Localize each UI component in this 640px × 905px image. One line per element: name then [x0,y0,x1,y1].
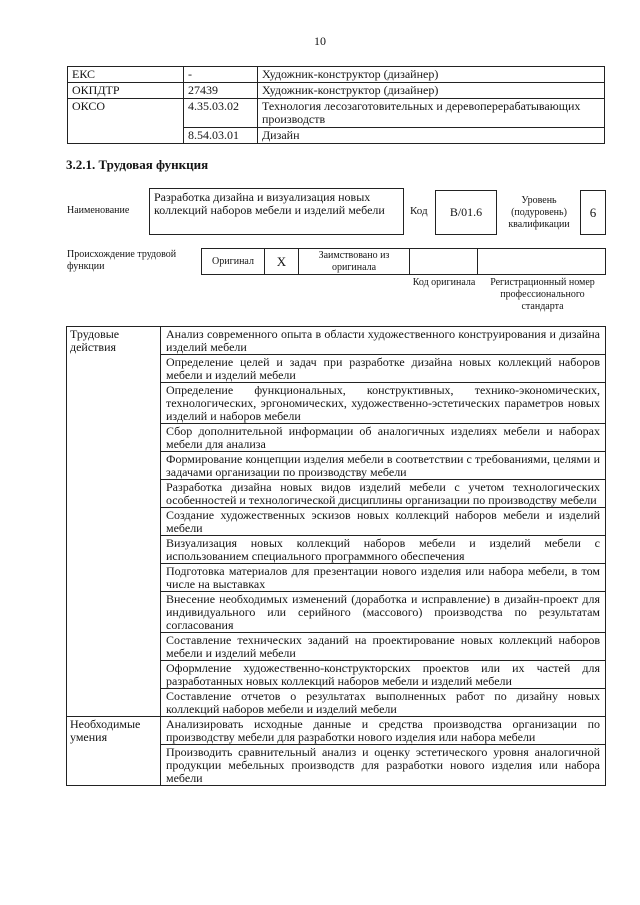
borrowed-label: Заимствовано из оригинала [318,249,390,273]
original-label-cell [202,249,265,274]
actions-category-cell: Трудовые действия [67,327,161,717]
level-box [580,190,606,235]
actions-item: Составление технических заданий на проектирование новых коллекций наборов мебели и изделий мебели [161,633,606,661]
actions-item: Анализ современного опыта в области художественного конструирования и дизайна изделий мебели [161,327,606,355]
origin-code-cell [410,249,478,274]
function-name-value: Разработка дизайна и визуализация новых коллекций наборов мебели и изделий мебели [154,190,385,217]
original-label: Оригинал [212,256,254,267]
codes-classifier-cell: ОКПДТР [68,83,184,99]
codes-row [68,83,605,99]
actions-item: Формирование концепции изделия мебели в соответствии с требованиями, целями и задачами организации по производству мебели [161,452,606,480]
codes-name-cell: Дизайн [258,128,605,144]
code-caption: Код оригинала [412,277,476,288]
actions-item: Создание художественных эскизов новых коллекций наборов мебели и изделий мебели [161,508,606,536]
skills-item: Анализировать исходные данные и средства производства организации по производству мебели для разработки нового изделия или набора мебели [161,717,606,745]
origin-reg-cell [478,249,605,274]
name-label: Наименование [67,205,130,216]
actions-item: Сбор дополнительной информации об аналогичных изделиях мебели и наборах мебели для анализа [161,424,606,452]
original-mark-cell [265,249,299,274]
codes-name-cell: Художник-конструктор (дизайнер) [258,67,605,83]
function-name-box [149,188,404,235]
codes-name-cell: Технология лесозаготовительных и деревоперерабатывающих производств [258,99,605,128]
function-code-value: В/01.6 [449,205,483,219]
actions-item: Разработка дизайна новых видов изделий мебели с учетом технологических особенностей и технологической дисциплины организации по производству мебели [161,480,606,508]
codes-classifier-cell: ОКСО [68,99,184,144]
actions-item: Определение целей и задач при разработке дизайна новых коллекций наборов мебели и изделий мебели [161,355,606,383]
level-value: 6 [589,204,597,220]
codes-code-cell: 4.35.03.02 [184,99,258,128]
code-label: Код [410,205,428,217]
level-label: Уровень (подуровень) квалификации [508,195,570,230]
codes-classifier-cell: ЕКС [68,67,184,83]
actions-item: Подготовка материалов для презентации нового изделия или набора мебели, в том числе на выставках [161,564,606,592]
skills-item: Производить сравнительный анализ и оценку эстетического уровня аналогичной продукции мебельных производств для разработки нового изделия или набора мебели [161,745,606,786]
reg-caption: Регистрационный номер профессионального стандарта [490,277,595,312]
borrowed-cell [299,249,410,274]
codes-name-cell: Художник-конструктор (дизайнер) [258,83,605,99]
codes-code-cell: 8.54.03.01 [184,128,258,144]
actions-item: Визуализация новых коллекций наборов мебели и изделий мебели с использованием специального программного обеспечения [161,536,606,564]
origin-row [201,248,606,275]
actions-item: Оформление художественно-конструкторских проектов или их частей для разработанных новых коллекций наборов мебели и изделий мебели [161,661,606,689]
codes-row [68,67,605,83]
actions-item: Определение функциональных, конструктивных, технико-экономических, технологических, эргономических, художественно-эстетических параметров новых изделий и наборов мебели [161,383,606,424]
section-title: 3.2.1. Трудовая функция [66,157,209,172]
codes-row [68,99,605,128]
codes-code-cell: 27439 [184,83,258,99]
actions-item: Составление отчетов о результатах выполненных работ по дизайну новых коллекций наборов мебели и изделий мебели [161,689,606,717]
skills-row [67,717,606,745]
skills-category-cell: Необходимые умения [67,717,161,786]
actions-row [67,327,606,355]
codes-code-cell: - [184,67,258,83]
page-number: 10 [314,34,326,48]
codes-table [67,66,605,144]
function-code-box [435,190,497,235]
original-mark: X [276,253,287,269]
origin-label: Происхождение трудовой функции [67,249,177,272]
labor-table [66,326,606,786]
actions-item: Внесение необходимых изменений (доработка и исправление) в дизайн-проект для индивидуального или серийного (массового) производства по результатам согласования [161,592,606,633]
